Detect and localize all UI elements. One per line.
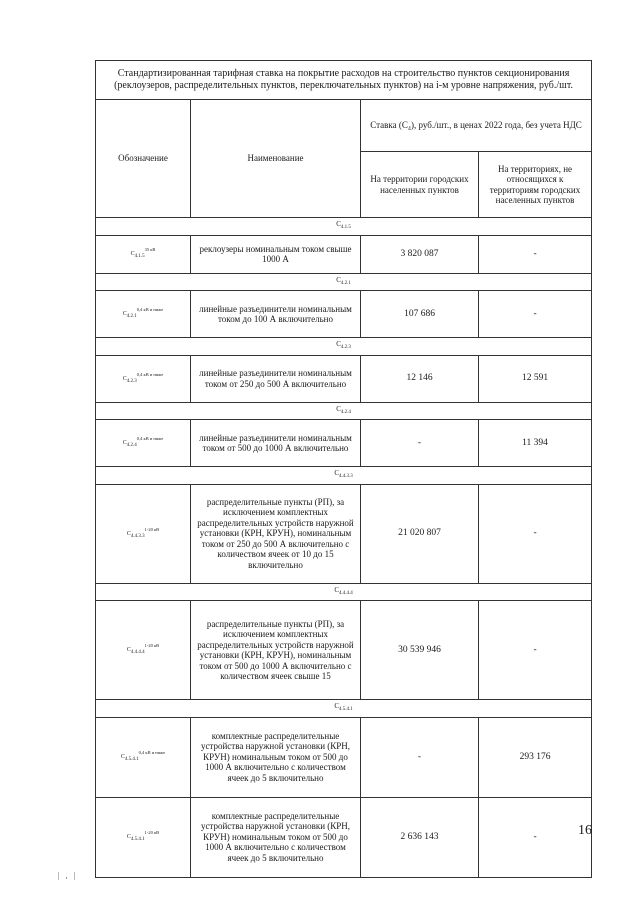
row-nonurban-rate: - — [479, 291, 592, 338]
section-header-row — [96, 218, 592, 236]
row-code-voltage: 35 кВ — [144, 247, 156, 253]
row-nonurban-rate: - — [479, 235, 592, 273]
row-code-base: С — [130, 251, 135, 258]
row-urban-rate: - — [361, 420, 479, 467]
row-name: распределительные пункты (РП), за исключением комплектных распределительных устройств наружной установки (КРН, КРУН), номинальным током от 250 до 500 А включительно с количеством ячеек от 10 до 15 включительно — [191, 484, 361, 583]
section-code-sub: 4.4.4.4 — [338, 590, 353, 596]
row-code-base: С — [126, 834, 131, 841]
section-code-base: С — [336, 340, 341, 348]
row-code — [96, 420, 191, 467]
row-code-base: С — [126, 647, 131, 654]
row-code-base: С — [122, 440, 127, 447]
row-code-sub: 4.2.4 — [126, 443, 137, 449]
row-nonurban-rate: - — [479, 601, 592, 700]
section-code-base: С — [336, 404, 341, 413]
row-code-voltage: 0,4 кВ и ниже — [138, 750, 166, 756]
table-row — [96, 797, 592, 877]
row-urban-rate: 3 820 087 — [361, 235, 479, 273]
section-code — [96, 338, 592, 356]
section-code — [96, 700, 592, 718]
section-code-base: С — [336, 220, 341, 228]
section-header-row — [96, 273, 592, 291]
section-code — [96, 273, 592, 291]
section-code — [96, 402, 592, 420]
row-name: линейные разъединители номинальным током от 250 до 500 А включительно — [191, 355, 361, 402]
section-code-sub: 4.4.3.3 — [338, 474, 353, 479]
table-row — [96, 355, 592, 402]
row-name: линейные разъединители номинальным током до 100 А включительно — [191, 291, 361, 338]
table-row — [96, 235, 592, 273]
section-code-sub: 4.2.4 — [340, 409, 351, 415]
row-urban-rate: 30 539 946 — [361, 601, 479, 700]
section-header-row — [96, 583, 592, 601]
section-code — [96, 218, 592, 236]
page-number: 16 — [578, 823, 592, 838]
column-header-urban: На территории городских населенных пунктов — [361, 152, 479, 218]
row-code-base: С — [120, 754, 125, 761]
section-header-row — [96, 402, 592, 420]
row-code-sub: 4.4.4.4 — [130, 650, 145, 656]
row-code-sub: 4.5.4.1 — [130, 837, 145, 843]
tariff-table — [95, 60, 592, 878]
section-code-sub: 4.2.1 — [340, 280, 351, 286]
row-code-base: С — [122, 375, 127, 382]
row-code-sub: 4.2.1 — [126, 314, 137, 320]
row-nonurban-rate: 12 591 — [479, 355, 592, 402]
section-code-sub: 4.5.4.1 — [338, 707, 353, 712]
section-header-row — [96, 338, 592, 356]
row-name: комплектные распределительные устройства наружной установки (КРН, КРУН) номинальным током от 500 до 1000 А включительно с количеством ячеек до 5 включительно — [191, 717, 361, 797]
row-nonurban-rate: - — [479, 484, 592, 583]
row-code-voltage: 1-20 кВ — [144, 830, 160, 836]
row-code-voltage: 1-20 кВ — [144, 526, 160, 532]
row-code-sub: 4.2.3 — [126, 378, 137, 384]
section-header-row — [96, 700, 592, 718]
section-code-base: С — [336, 275, 341, 284]
row-code — [96, 355, 191, 402]
row-code-voltage: 0,4 кВ и ниже — [136, 307, 164, 313]
row-nonurban-rate: 293 176 — [479, 717, 592, 797]
table-row — [96, 601, 592, 700]
row-name: комплектные распределительные устройства наружной установки (КРН, КРУН) номинальным током от 500 до 1000 А включительно с количеством ячеек до 5 включительно — [191, 797, 361, 877]
table-row — [96, 420, 592, 467]
row-name: линейные разъединители номинальным током от 500 до 1000 А включительно — [191, 420, 361, 467]
section-code-base: С — [334, 585, 339, 594]
section-code — [96, 583, 592, 601]
row-code-base: С — [122, 311, 127, 318]
section-code — [96, 467, 592, 485]
section-code-sub: 4.1.5 — [340, 225, 351, 230]
section-code-base: С — [334, 702, 339, 710]
section-code-sub: 4.2.3 — [340, 345, 351, 350]
table-row — [96, 291, 592, 338]
row-code — [96, 291, 191, 338]
row-code-voltage: 0,4 кВ и ниже — [136, 371, 164, 377]
row-code — [96, 601, 191, 700]
row-nonurban-rate: 11 394 — [479, 420, 592, 467]
row-code-voltage: 1-20 кВ — [144, 643, 160, 649]
row-urban-rate: 12 146 — [361, 355, 479, 402]
row-urban-rate: - — [361, 717, 479, 797]
row-code-base: С — [126, 530, 131, 537]
table-title: Стандартизированная тарифная ставка на покрытие расходов на строительство пунктов секционирования (реклоузеров, распределительных пунктов, переключательных пунктов) на i-м уровне напряжения, руб./шт. — [96, 61, 592, 100]
row-code-sub: 4.5.4.1 — [124, 757, 139, 763]
table-body — [96, 218, 592, 878]
column-header-designation: Обозначение — [96, 100, 191, 218]
column-header-rate: Ставка (С₄), руб./шт., в ценах 2022 года, без учета НДС — [361, 100, 592, 152]
bottom-marks: | , | — [58, 871, 78, 880]
column-header-name: Наименование — [191, 100, 361, 218]
row-code — [96, 235, 191, 273]
row-code-voltage: 0,4 кВ и ниже — [136, 436, 164, 442]
table-row — [96, 717, 592, 797]
row-urban-rate: 107 686 — [361, 291, 479, 338]
row-code — [96, 797, 191, 877]
row-name: реклоузеры номинальным током свыше 1000 А — [191, 235, 361, 273]
section-header-row — [96, 467, 592, 485]
row-urban-rate: 21 020 807 — [361, 484, 479, 583]
row-name: распределительные пункты (РП), за исключением комплектных распределительных устройств наружной установки (КРН, КРУН), номинальным током от 500 до 1000 А включительно с количеством ячеек свыше 15 — [191, 601, 361, 700]
row-nonurban-rate: - — [479, 797, 592, 877]
row-code-sub: 4.4.3.3 — [130, 533, 145, 539]
row-code — [96, 484, 191, 583]
row-code-sub: 4.1.5 — [134, 254, 145, 260]
table-row — [96, 484, 592, 583]
column-header-nonurban: На территориях, не относящихся к территориям городских населенных пунктов — [479, 152, 592, 218]
section-code-base: С — [334, 469, 339, 477]
row-code — [96, 717, 191, 797]
row-urban-rate: 2 636 143 — [361, 797, 479, 877]
